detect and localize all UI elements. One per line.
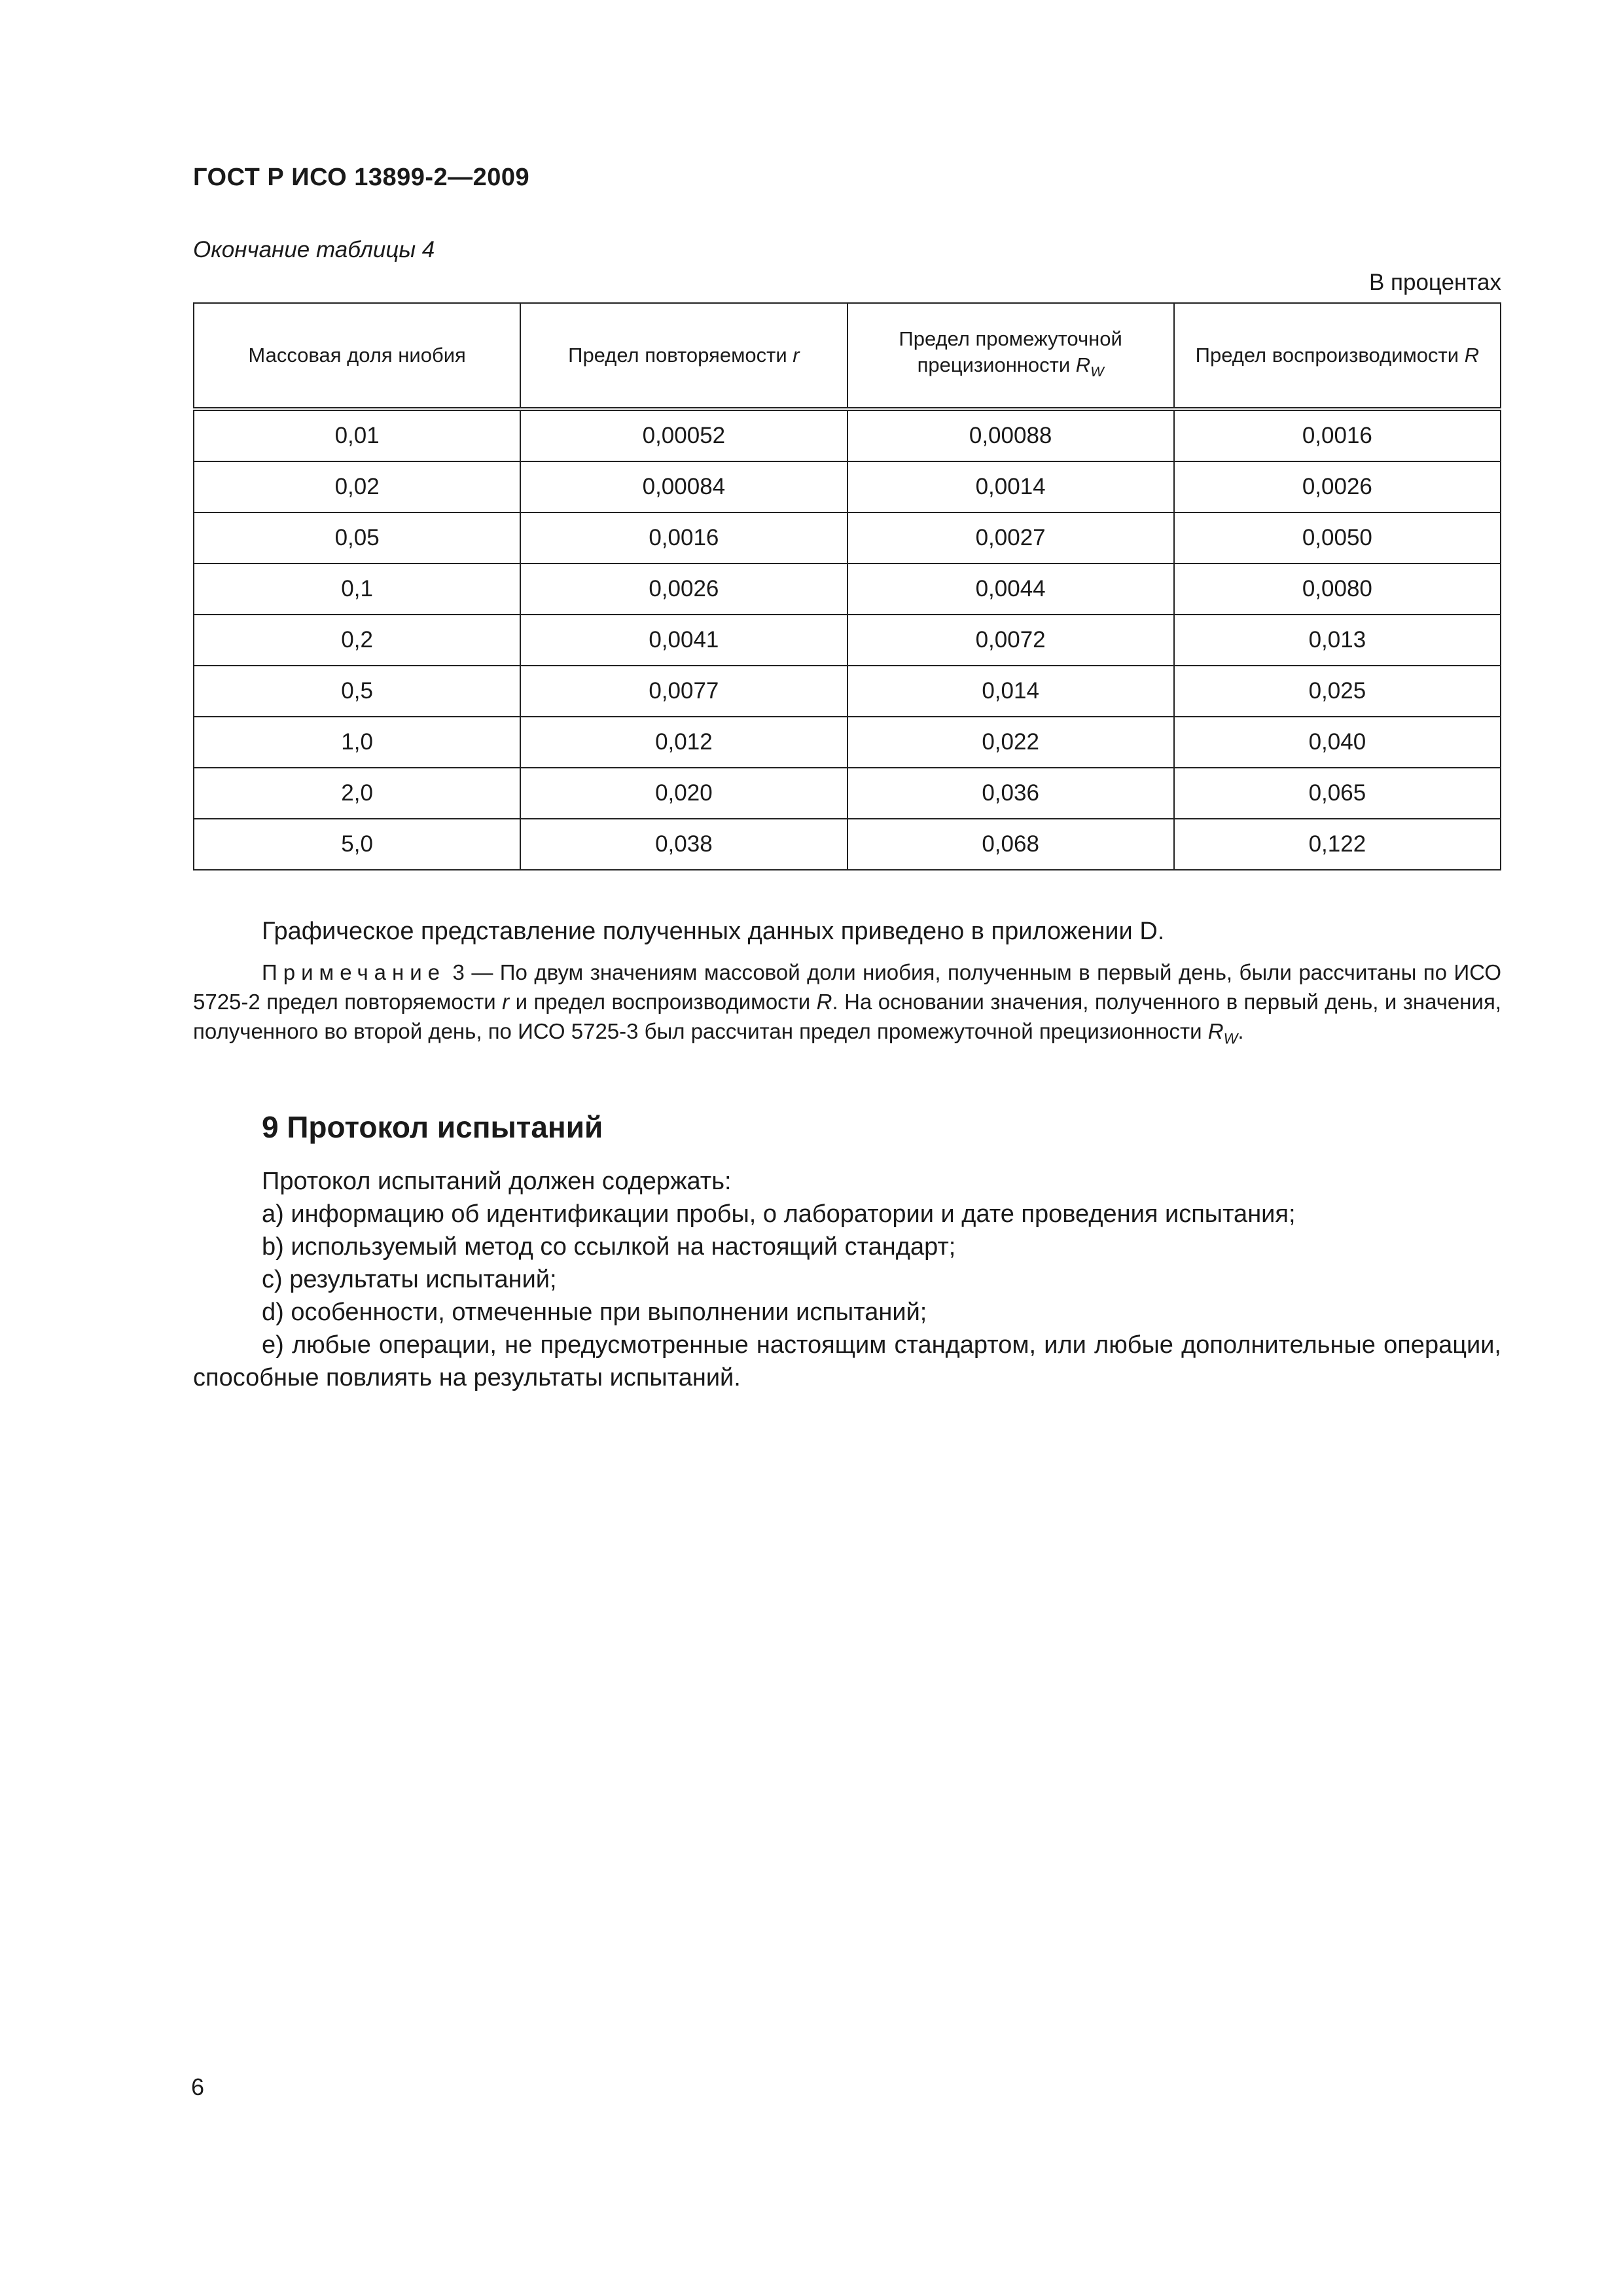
table-cell: 0,068 [847, 819, 1174, 870]
table-row [194, 512, 1501, 564]
table-cell: 0,014 [847, 666, 1174, 717]
table-cell: 0,0077 [520, 666, 847, 717]
table-row [194, 461, 1501, 512]
table-caption: Окончание таблицы 4 [193, 237, 435, 262]
section-title: 9 Протокол испытаний [262, 1110, 603, 1144]
list-item: c) результаты испытаний; [262, 1266, 557, 1293]
table-cell: 0,0080 [1174, 564, 1501, 615]
table-cell: 0,025 [1174, 666, 1501, 717]
table-cell: 0,036 [847, 768, 1174, 819]
table-cell: 0,00084 [520, 461, 847, 512]
table-cell: 0,00088 [847, 409, 1174, 461]
table-cell: 0,012 [520, 717, 847, 768]
table-cell: 0,038 [520, 819, 847, 870]
table-body [194, 409, 1501, 870]
column-header-intermediate-precision: Предел промежуточной прецизионности $R_W$ [847, 303, 1174, 409]
table-cell: 0,00052 [520, 409, 847, 461]
table-cell: 0,0050 [1174, 512, 1501, 564]
table-cell: 0,0041 [520, 615, 847, 666]
note-label: Примечание [262, 960, 446, 984]
table-row [194, 666, 1501, 717]
table-row [194, 409, 1501, 461]
table-cell: 0,01 [194, 409, 520, 461]
table-cell: 0,2 [194, 615, 520, 666]
table-cell: 0,0016 [520, 512, 847, 564]
table-cell: 5,0 [194, 819, 520, 870]
table-row [194, 768, 1501, 819]
table-cell: 0,0044 [847, 564, 1174, 615]
protocol-list [193, 1165, 1501, 1394]
page-number: 6 [191, 2073, 205, 2100]
table-cell: 0,1 [194, 564, 520, 615]
column-header-repeatability: Предел повторяемости r [520, 303, 847, 409]
table-row [194, 564, 1501, 615]
table-cell: 0,065 [1174, 768, 1501, 819]
table-cell: 0,5 [194, 666, 520, 717]
table-cell: 0,0027 [847, 512, 1174, 564]
table-cell: 0,02 [194, 461, 520, 512]
table-row [194, 615, 1501, 666]
list-item: e) любые операции, не предусмотренные настоящим стандартом, или любые дополнительные операции, способные повлиять на результаты испытаний. [193, 1331, 1501, 1391]
table-row [194, 819, 1501, 870]
table-cell: 0,0026 [1174, 461, 1501, 512]
list-item: b) используемый метод со ссылкой на настоящий стандарт; [262, 1233, 956, 1261]
table-cell: 0,05 [194, 512, 520, 564]
table-units: В процентах [1368, 270, 1501, 295]
table-cell: 0,020 [520, 768, 847, 819]
table-cell: 0,0014 [847, 461, 1174, 512]
document-code: ГОСТ Р ИСО 13899-2—2009 [193, 164, 530, 191]
table-cell: 0,013 [1174, 615, 1501, 666]
table-cell: 0,0026 [520, 564, 847, 615]
table-cell: 1,0 [194, 717, 520, 768]
data-table [193, 302, 1501, 870]
list-item: а) информацию об идентификации пробы, о лаборатории и дате проведения испытания; [262, 1200, 1296, 1228]
table-row [194, 717, 1501, 768]
table-header-row [194, 303, 1501, 409]
note-3: Примечание 3 — По двум значениям массовой доли ниобия, полученным в первый день, были рассчитаны по ИСО 5725-2 предел повторяемости r и предел воспроизводимости R. На основании значения, полученного в первый день, и значения, полученного во второй день, по ИСО 5725-3 был рассчитан предел промежуточной прецизионности $R_W$. [193, 960, 1501, 1047]
graphic-reference-text: Графическое представление полученных данных приведено в приложении D. [262, 918, 1165, 945]
table-cell: 0,0072 [847, 615, 1174, 666]
table-cell: 0,040 [1174, 717, 1501, 768]
table-cell: 2,0 [194, 768, 520, 819]
list-item: d) особенности, отмеченные при выполнении испытаний; [262, 1299, 927, 1326]
column-header-reproducibility: Предел воспроизводимости R [1174, 303, 1501, 409]
table-cell: 0,122 [1174, 819, 1501, 870]
table-cell: 0,022 [847, 717, 1174, 768]
column-header-mass-fraction: Массовая доля ниобия [194, 303, 520, 409]
table-cell: 0,0016 [1174, 409, 1501, 461]
list-intro: Протокол испытаний должен содержать: [262, 1168, 732, 1195]
